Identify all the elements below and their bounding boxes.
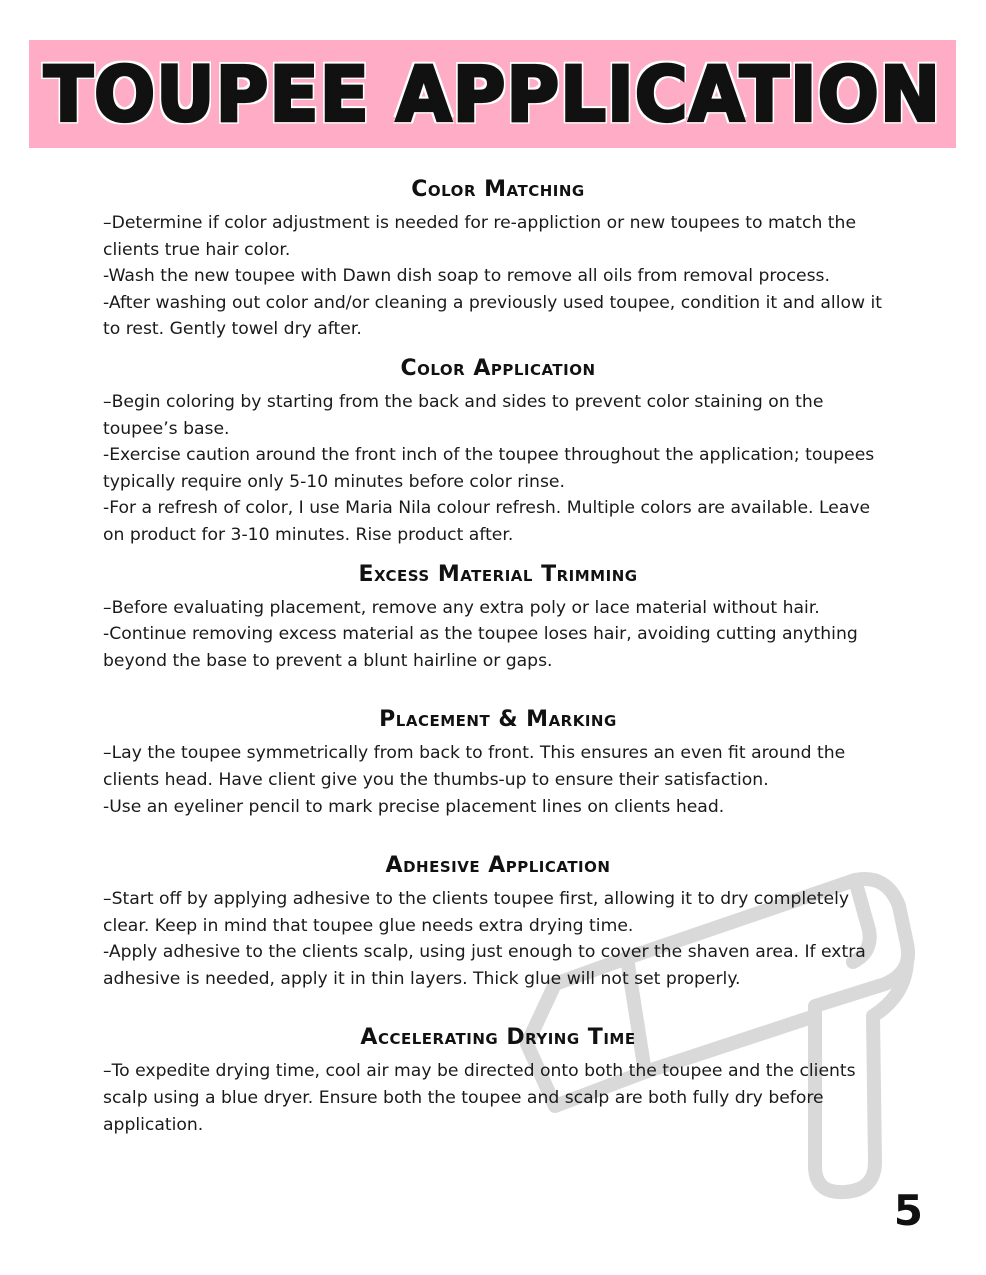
section-paragraph: –Begin coloring by starting from the back and sides to prevent color staining on the toupee’s base. xyxy=(103,391,824,439)
section-heading: Adhesive Application xyxy=(385,853,611,879)
section-paragraph: -After washing out color and/or cleaning a previously used toupee, condition it and allow it to rest. Gently towel dry after. xyxy=(103,292,883,340)
content-area xyxy=(103,172,893,1138)
section-paragraph: -Wash the new toupee with Dawn dish soap to remove all oils from removal process. xyxy=(103,266,830,287)
section-heading: Color Application xyxy=(400,355,596,381)
section-paragraph: –Determine if color adjustment is needed for re-appliction or new toupees to match the clients true hair color. xyxy=(103,213,857,260)
section-paragraph: -For a refresh of color, I use Maria Nila colour refresh. Multiple colors are available. Leave on product for 3-10 minutes. Rise product after. xyxy=(103,498,871,545)
section-paragraph: –To expedite drying time, cool air may be directed onto both the toupee and the clients scalp using a blue dryer. Ensure both the toupee and scalp are both fully dry before application. xyxy=(103,1061,856,1135)
section-paragraph: -Exercise caution around the front inch of the toupee throughout the application; toupees typically require only 5-10 minutes before color rinse. xyxy=(103,445,875,492)
section-paragraph: -Continue removing excess material as the toupee loses hair, avoiding cutting anything beyond the base to prevent a blunt hairline or gaps. xyxy=(103,624,858,671)
section-paragraph: -Apply adhesive to the clients scalp, using just enough to cover the shaven area. If extra adhesive is needed, apply it in thin layers. Thick glue will not set properly. xyxy=(103,942,866,989)
section-heading: Excess Material Trimming xyxy=(358,561,638,587)
section-placement-marking xyxy=(103,702,893,820)
section-excess-material-trimming xyxy=(103,557,893,675)
page-title: TOUPEE APPLICATION xyxy=(43,49,942,139)
section-paragraph: –Start off by applying adhesive to the clients toupee first, allowing it to dry completely clear. Keep in mind that toupee glue needs extra drying time. xyxy=(103,889,850,936)
section-color-application xyxy=(103,351,893,549)
section-heading: Color Matching xyxy=(411,177,585,202)
title-banner xyxy=(29,40,956,148)
section-color-matching xyxy=(103,172,893,343)
section-paragraph: –Lay the toupee symmetrically from back to front. This ensures an even fit around the clients head. Have client give you the thumbs-up to ensure their satisfaction. xyxy=(103,743,846,790)
section-paragraph: -Use an eyeliner pencil to mark precise placement lines on clients head. xyxy=(103,796,725,817)
section-heading: Placement & Marking xyxy=(379,707,617,733)
section-heading: Accelerating Drying Time xyxy=(360,1025,636,1051)
page-number: 5 xyxy=(893,1186,923,1235)
section-paragraph: –Before evaluating placement, remove any extra poly or lace material without hair. xyxy=(103,597,820,618)
section-accelerating-drying-time xyxy=(103,1020,893,1138)
section-adhesive-application xyxy=(103,848,893,992)
